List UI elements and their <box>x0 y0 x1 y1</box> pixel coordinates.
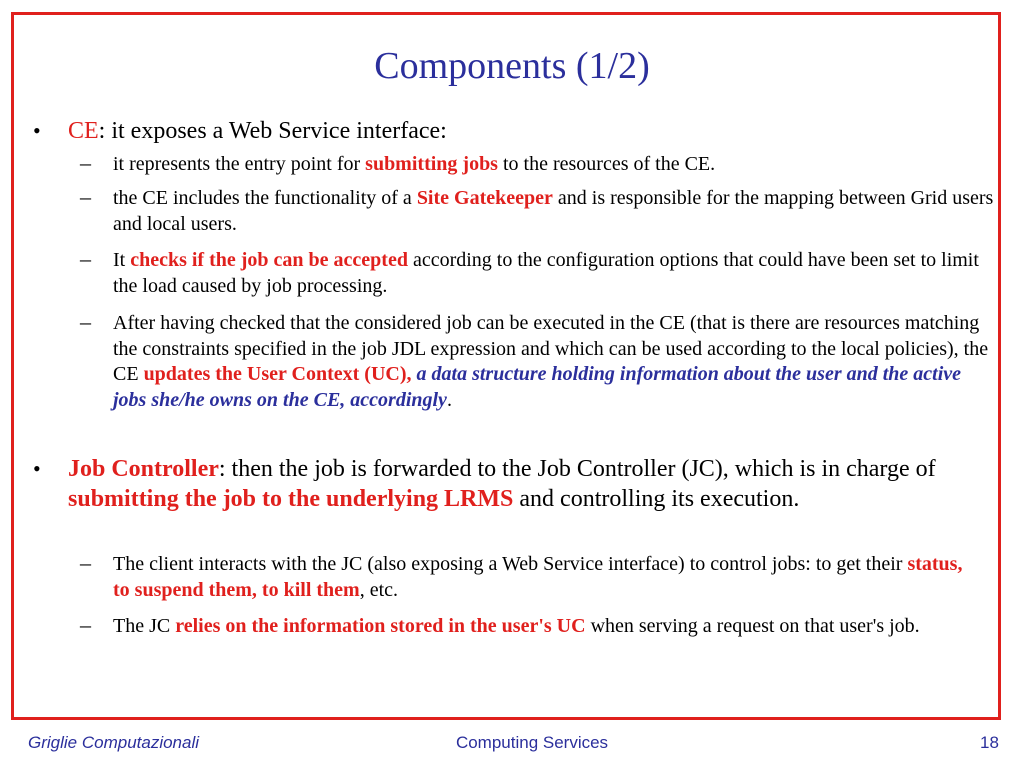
ce-term: CE <box>68 118 99 144</box>
jc-highlight: submitting the job to the underlying LRMS <box>68 486 514 512</box>
jc-term: Job Controller <box>68 456 219 482</box>
ce-sub3-tail: according to the configuration options that could have been set to limit the load caused by job processing. <box>113 249 979 297</box>
ce-sub-gatekeeper <box>80 184 998 237</box>
ce-sub2-highlight: Site Gatekeeper <box>416 187 553 209</box>
jc-sub2-tail: when serving a request on that user's job. <box>585 615 920 637</box>
jc-sub-client <box>80 550 973 603</box>
jc-sub-user-uc <box>80 612 998 640</box>
ce-sub4-definition: a data structure holding information about the user and the active jobs she/he owns on the CE, accordingly <box>113 363 962 411</box>
bullet-job-controller <box>33 454 998 514</box>
ce-sub-user-context <box>80 309 993 413</box>
ce-intro: : it exposes a Web Service interface: <box>98 118 447 144</box>
ce-sub-accept-check <box>80 246 998 299</box>
jc-sub1-highlight: status, to suspend them, to kill them <box>113 553 963 601</box>
ce-sub4-tail: . <box>446 388 452 411</box>
slide-title: Components (1/2) <box>374 45 650 87</box>
bullet-marker: • <box>33 456 41 481</box>
jc-sub1-text: The client interacts with the JC (also exposing a Web Service interface) to control jobs: to get their <box>113 553 908 575</box>
bullet-ce <box>33 116 998 146</box>
dash-marker: – <box>80 184 91 209</box>
ce-sub3-highlight: checks if the job can be accepted <box>130 249 408 271</box>
jc-text: : then the job is forwarded to the Job Controller (JC), which is in charge of <box>218 456 936 482</box>
ce-sub4-highlight: updates the User Context (UC), <box>143 363 412 385</box>
footer-topic: Computing Services <box>455 733 609 752</box>
dash-marker: – <box>80 309 91 334</box>
ce-sub-entry-point <box>80 150 998 178</box>
ce-sub1-text: it represents the entry point for <box>113 153 366 175</box>
ce-sub4-text: After having checked that the considered job can be executed in the CE (that is there are resources matching the constraints specified in the job JDL expression and which can be used according to the local policies), the CE <box>113 312 989 385</box>
jc-sub1-tail: , etc. <box>359 578 399 601</box>
ce-sub1-highlight: submitting jobs <box>365 153 498 175</box>
bullet-marker: • <box>33 118 41 143</box>
ce-sub1-tail: to the resources of the CE. <box>497 153 716 175</box>
dash-marker: – <box>80 150 91 175</box>
ce-sub2-text: the CE includes the functionality of a <box>113 187 417 209</box>
dash-marker: – <box>80 246 91 271</box>
footer-course: Griglie Computazionali <box>28 733 200 752</box>
dash-marker: – <box>80 550 91 575</box>
jc-sub2-highlight: relies on the information stored in the user's UC <box>175 615 586 637</box>
ce-sub2-tail: and is responsible for the mapping between Grid users and local users. <box>113 187 994 235</box>
dash-marker: – <box>80 612 91 637</box>
footer-page-number: 18 <box>980 733 999 752</box>
jc-tail: and controlling its execution. <box>513 486 800 512</box>
jc-sub2-text: The JC <box>113 615 176 637</box>
ce-sub3-text: It <box>113 249 131 271</box>
